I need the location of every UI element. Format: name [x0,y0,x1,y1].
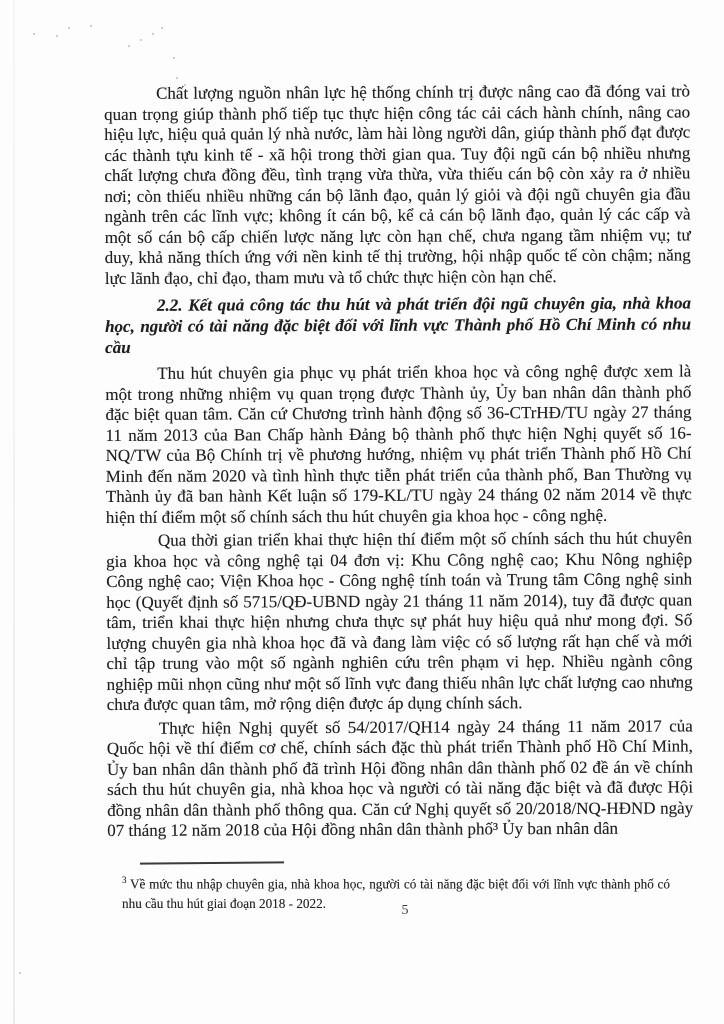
body-paragraph: Thu hút chuyên gia phục vụ phát triển khoa học và công nghệ được xem là một trong những nhiệm vụ quan trọng được Thành ủy, Ủy ban nhân dân thành phố đặc biệt quan tâm. Căn cứ Chương trình hành động số 36-CTrHĐ/TU ngày 27 tháng 11 năm 2013 của Ban Chấp hành Đảng bộ thành phố thực hiện Nghị quyết số 16-NQ/TW của Bộ Chính trị về phương hướng, nhiệm vụ phát triển Thành phố Hồ Chí Minh đến năm 2020 và tình hình thực tiễn phát triển của thành phố, Ban Thường vụ Thành ủy đã ban hành Kết luận số 179-KL/TU ngày 24 tháng 02 năm 2014 về thực hiện thí điểm một số chính sách thu hút chuyên gia khoa học - công nghệ. [105,361,692,527]
scan-speck [128,45,130,47]
body-paragraph: Qua thời gian triển khai thực hiện thí điểm một số chính sách thu hút chuyên gia khoa học và công nghệ tại 04 đơn vị: Khu Công nghệ cao; Khu Nông nghiệp Công nghệ cao; Viện Khoa học - Công nghệ tính toán và Trung tâm Công nghệ sinh học (Quyết định số 5715/QĐ-UBND ngày 21 tháng 11 năm 2014), tuy đã được quan tâm, triển khai thực hiện nhưng chưa thực sự phát huy hiệu quả như mong đợi. Số lượng chuyên gia nhà khoa học đã và đang làm việc có số lượng rất hạn chế và mới chỉ tập trung vào một số ngành nghiên cứu trên phạm vi hẹp. Nhiều ngành công nghiệp mũi nhọn cũng như một số lĩnh vực đang thiếu nhân lực chất lượng cao nhưng chưa được quan tâm, mở rộng diện được áp dụng chính sách. [106,528,693,714]
scan-edge-line [13,0,15,1024]
section-heading: 2.2. Kết quả công tác thu hút và phát triển đội ngũ chuyên gia, nhà khoa học, người có tài năng đặc biệt đối với lĩnh vực Thành phố Hồ Chí Minh có nhu cầu [105,293,692,357]
scan-speck [33,33,35,35]
scan-speck [161,27,163,29]
footnote-separator [140,861,284,864]
scan-speck [68,27,70,29]
footnote-marker: 3 [122,875,127,885]
footnote-body: Về mức thu nhập chuyên gia, nhà khoa học, người có tài năng đặc biệt đối với lĩnh vực thành phố có nhu cầu thu hút giai đoạn 2018 - 2022. [122,876,670,912]
scan-speck [173,57,175,59]
text-block [104,81,693,844]
scan-speck [140,39,142,41]
body-paragraph: Chất lượng nguồn nhân lực hệ thống chính trị được nâng cao đã đóng vai trò quan trọng giúp thành phố tiếp tục thực hiện công tác cải cách hành chính, nâng cao hiệu lực, hiệu quả quản lý nhà nước, làm hài lòng người dân, giúp thành phố đạt được các thành tựu kinh tế - xã hội trong thời gian qua. Tuy đội ngũ cán bộ nhiều nhưng chất lượng chưa đồng đều, tình trạng vừa thừa, vừa thiếu cán bộ còn xảy ra ở nhiều nơi; còn thiếu nhiều những cán bộ lãnh đạo, quản lý giỏi và đội ngũ chuyên gia đầu ngành trên các lĩnh vực; không ít cán bộ, kể cả cán bộ lãnh đạo, quản lý các cấp và một số cán bộ cấp chiến lược năng lực còn hạn chế, chưa ngang tầm nhiệm vụ; tư duy, khả năng thích ứng với nền kinh tế thị trường, hội nhập quốc tế còn chậm; năng lực lãnh đạo, chỉ đạo, tham mưu và tổ chức thực hiện còn hạn chế. [104,81,691,288]
scan-speck [56,35,58,37]
scan-speck [152,33,154,35]
scan-speck [90,25,92,27]
scan-speck [176,77,178,79]
body-paragraph: Thực hiện Nghị quyết số 54/2017/QH14 ngày 24 tháng 11 năm 2017 của Quốc hội về thí điểm cơ chế, chính sách đặc thù phát triển Thành phố Hồ Chí Minh, Ủy ban nhân dân thành phố đã trình Hội đồng nhân dân thành phố 02 đề án về chính sách thu hút chuyên gia, nhà khoa học và người có tài năng đặc biệt và đã được Hội đồng nhân dân thành phố thông qua. Căn cứ Nghị quyết số 20/2018/NQ-HĐND ngày 07 tháng 12 năm 2018 của Hội đồng nhân dân thành phố³ Ủy ban nhân dân [106,715,694,840]
page-number: 5 [380,903,430,929]
scan-speck [19,972,21,974]
